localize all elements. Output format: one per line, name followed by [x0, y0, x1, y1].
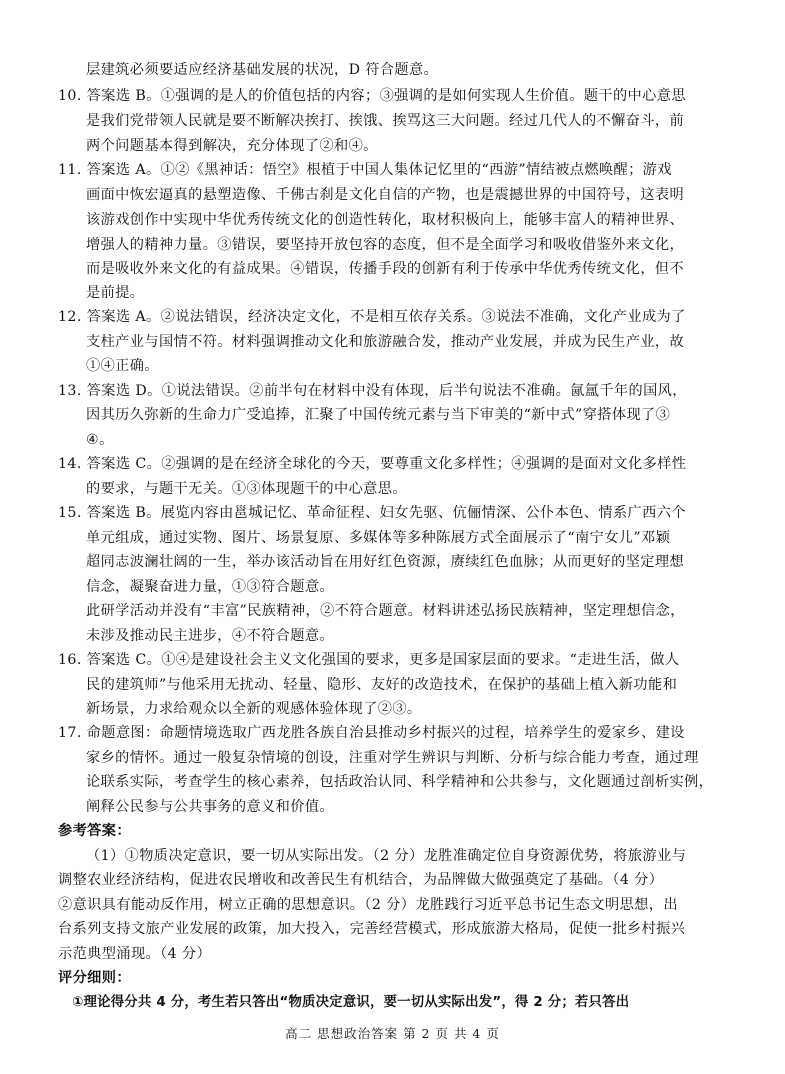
text-line: 超同志波澜壮阔的一生，举办该活动旨在用好红色资源，赓续红色血脉；从而更好的坚定理想: [86, 554, 685, 570]
text-line: 画面中恢宏逼真的悬塑造像、千佛古刹是文化自信的产物，也是震撼世界的中国符号，这表明: [86, 187, 685, 203]
text-line: 两个问题基本得到解决，充分体现了②和④。: [86, 138, 378, 154]
text-line: 12. 答案选 A。②说法错误，经济决定文化，不是相互依存关系。③说法不准确，文化产业成为了: [58, 309, 686, 325]
text-line: 单元组成，通过实物、图片、场景复原、多媒体等多种陈展方式全面展示了“南宁女儿”邓颖: [86, 530, 671, 546]
text-line: 17. 命题意图：命题情境选取广西龙胜各族自治县推动乡村振兴的过程，培养学生的爱家乡、建设: [58, 725, 685, 741]
scoring-details-heading: 评分细则：: [58, 970, 131, 986]
text-line: 16. 答案选 C。①④是建设社会主义文化强国的要求，更多是国家层面的要求。“走进生活，做人: [58, 652, 680, 668]
text-line: 增强人的精神力量。③错误，要坚持开放包容的态度，但不是全面学习和吸收借鉴外来文化，: [86, 237, 685, 253]
text-line: （1）①物质决定意识，要一切从实际出发。（2 分）龙胜准确定位自身资源优势，将旅游业与: [86, 848, 687, 864]
text-line: ①理论得分共 4 分，考生若只答出“物质决定意识，要一切从实际出发”，得 2 分；若只答出: [72, 995, 630, 1010]
text-line: 14. 答案选 C。②强调的是在经济全球化的今天，要尊重文化多样性；④强调的是面对文化多样性: [58, 456, 687, 472]
text-line: 11. 答案选 A。①②《黑神话：悟空》根植于中国人集体记忆里的“西游”情结被点燃唤醒；游戏: [58, 162, 672, 178]
text-line: 是我们党带领人民就是要不断解决挨打、挨饿、挨骂这三大问题。经过几代人的不懈奋斗，前: [86, 113, 685, 129]
text-line: 新场景，力求给观众以全新的观感体验体现了②③。: [86, 701, 422, 717]
text-line: 该游戏创作中实现中华优秀传统文化的创造性转化，取材积极向上，能够丰富人的精神世界、: [86, 212, 685, 228]
text-line: 因其历久弥新的生命力广受追捧，汇聚了中国传统元素与当下审美的“新中式”穿搭体现了③: [86, 407, 671, 423]
text-line: 10. 答案选 B。①强调的是人的价值包括的内容；③强调的是如何实现人生价值。题干的中心意思: [58, 88, 686, 104]
page-footer: 高二 思想政治答案 第 2 页 共 4 页: [285, 1026, 500, 1041]
text-line: 层建筑必须要适应经济基础发展的状况，D 符合题意。: [86, 62, 439, 78]
text-line: 示范典型涌现。（4 分）: [58, 946, 212, 962]
text-line: ①④正确。: [86, 358, 159, 374]
text-line: 的要求，与题干无关。①③体现题干的中心意思。: [86, 481, 407, 497]
text-line: 论联系实际，考查学生的核心素养，包括政治认同、科学精神和公共参与，文化题通过剖析实例，: [86, 774, 714, 790]
text-line: 而是吸收外来文化的有益成果。④错误，传播手段的创新有利于传承中华优秀传统文化，但不: [86, 261, 685, 277]
text-line: 调整农业经济结构，促进农民增收和改善民生有机结合，为品牌做大做强奠定了基础。（4 分）: [58, 872, 664, 888]
text-line: 15. 答案选 B。展览内容由邕城记忆、革命征程、妇女先驱、伉俪情深、公仆本色、情系广西六个: [58, 505, 686, 521]
text-line: 13. 答案选 D。①说法错误。②前半句在材料中没有体现，后半句说法不准确。氤氲千年的国风，: [58, 383, 687, 399]
text-line: ②意识具有能动反作用，树立正确的思想意识。（2 分）龙胜践行习近平总书记生态文明思想，出: [58, 897, 678, 913]
reference-answer-heading: 参考答案：: [58, 823, 131, 839]
text-line: 阐释公民参与公共事务的意义和价值。: [86, 799, 334, 815]
text-line: 未涉及推动民主进步，④不符合题意。: [86, 628, 334, 644]
text-line: 支柱产业与国情不符。材料强调推动文化和旅游融合发，推动产业发展，并成为民生产业，故: [86, 334, 685, 350]
text-line: 此研学活动并没有“丰富”民族精神，②不符合题意。材料讲述弘扬民族精神，坚定理想信念，: [86, 603, 685, 619]
text-line: 信念，凝聚奋进力量，①③符合题意。: [86, 579, 334, 595]
text-line: 家乡的情怀。通过一般复杂情境的创设，注重对学生辨识与判断、分析与综合能力考查，通过理: [86, 750, 699, 766]
text-line: 台系列支持文旅产业发展的政策，加大投入，完善经营模式，形成旅游大格局，促使一批乡村振兴: [58, 921, 686, 937]
text-line: 是前提。: [86, 285, 145, 301]
text-line: 民的建筑师”与他采用无扰动、轻量、隐形、友好的改造技术，在保护的基础上植入新功能和: [86, 677, 678, 693]
text-line: ④。: [86, 432, 114, 448]
